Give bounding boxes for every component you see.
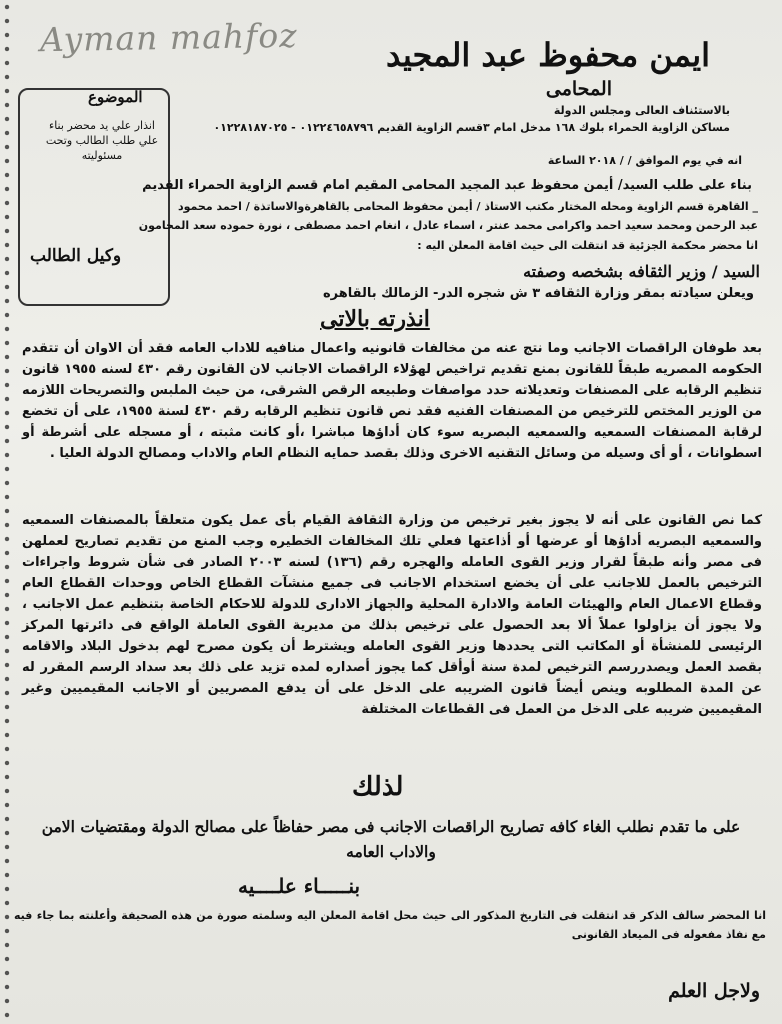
bailiff-statement: انا المحضر سالف الذكر قد انتقلت فى التاريخ المذكور الى حيث محل اقامة المعلن اليه وسلمته صورة من هذه الصحيفة وأعلنته بما جاء فيه مع نفاذ مفعوله فى الميعاد القانونى — [14, 909, 766, 941]
paragraph-2: كما نص القانون على أنه لا يجوز بغير ترخيص من وزارة الثقافة القيام بأى عمل يكون متعلقاً بالمصنفات السمعيه والسمعيه البصريه أداؤها أو عرضها أو أذاعتها فعلي تلك المخالفات الخطيره وجب المنع من تقديم تصاريح لعملهن فى مصر وأنه طبقاً لقرار وزير القوى العامله والهجره رقم (١٣٦) لسنه ٢٠٠٣ الصادر فى شأن شروط واجراءات الترخيص بالعمل للاجانب على أن يخضع استخدام الاجانب فى جميع منشآت القطاع الخاص ووحدات القطاع العام وقطاع الاعمال العام والهيئات العامة والادارة المحلية والجهاز الادارى للدولة للاحكام الخاصة بتنظيم عمل الاجانب ، ولا يجوز أن يزاولوا عملاً ألا بعد الحصول على ترخيص بذلك من مديرية القوى العاملة الواقع فى دائرتها المركز الرئيسى للمنشأة أو المكاتب التى يحددها وزير القوى العامله ويشترط أن يكون مصرح لهم بدخول البلاد والاقامه بقصد العمل ويصدررسم الترخيص لمدة سنة أوأقل كما يجوز أصداره لمده تزيد على ذلك بعد سداد الرسم المقرر له عن المدة المطلوبه وينص أيضاً قانون الضريبه على الدخل على أن يدفع المصريين أو الاجانب المقيميين وغير المقيميين ضريبه على الدخل من العمل فى القطاعات المختلفة — [22, 513, 762, 717]
names-line: عبد الرحمن ومحمد سعيد احمد واكرامى محمد عنتر ، اسماء عادل ، انغام احمد مصطفى ، نورة حموده سعد المحامون — [138, 219, 758, 232]
footer-text: ولاجل العلم — [668, 980, 760, 1002]
address-line-2: مساكن الزاوية الحمراء بلوك ١٦٨ مدخل امام ٣قسم الزاوية القديم ٠١٢٢٤٦٥٨٧٩٦ - ٠١٢٢٨١٨٧٠٢٥ — [213, 121, 730, 134]
requester-line: بناء على طلب السيد/ أيمن محفوظ عبد المجيد المحامى المقيم امام قسم الزاوية الحمراء القديم — [142, 178, 752, 193]
agent-label: وكيل الطالب — [30, 246, 122, 266]
bailiff-line: انا محضر محكمة الجزئية قد انتقلت الى حيث اقامة المعلن اليه : — [417, 239, 758, 252]
logo: Ayman mahfoz — [39, 15, 298, 60]
office-line: _ القاهرة قسم الزاوية ومحله المختار مكتب الاستاذ / أيمن محفوظ المحامى بالقاهرةوالاساتذة / احمد محمود — [178, 200, 758, 213]
based-on-heading: بنـــــاء علــــيه — [238, 874, 361, 898]
subject-text: انذار علي يد محضر بناء علي طلب الطالب وتحت مسئوليته — [45, 119, 159, 162]
address-line-1: بالاستئناف العالى ومجلس الدولة — [553, 104, 730, 117]
conclusion-heading: لذلك — [352, 772, 404, 802]
paragraph-1: بعد طوفان الراقصات الاجانب وما نتج عنه من مخالفات قانونيه واعمال منافيه للاداب العامه فقد أن الاوان أن تتقدم الحكومه المصريه طبقاً للقانون بمنع تقديم تراخيص لهؤلاء الراقصات الاجانب لان القانون رقم ٤٣٠ لسنه ١٩٥٥ قانون تنظيم الرقابه على المصنفات وتعديلاته حدد مواصفات وطبيعه الرقص الشرقى، من حيث الملبس والتصريحات اللازمه من الوزير المختص للترخيص من المصنفات الفنيه فقد نص قانون تنظيم الرقابه رقم ٤٣٠ لسنة ١٩٥٥، على أن تخضع لرقابة المصنفات السمعيه والسمعيه البصريه سوء كان أداؤها مباشرا ،أو كانت مثبته ، أو مسجله على أشرطة أو اسطوانات ، أو أى وسيله من وسائل التقنيه الاخرى وذلك بقصد حمايه النظام العام والاداب ومصالح الدولة العليا . — [22, 341, 762, 461]
notice-heading: انذرته بالاتى — [320, 306, 430, 332]
date-line: انه في يوم الموافق / / ٢٠١٨ الساعة — [547, 154, 742, 167]
subject-title: الموضوع — [88, 88, 143, 106]
addressee-address: ويعلن سيادته بمقر وزارة الثقافه ٣ ش شجره الدر- الزمالك بالقاهره — [323, 286, 754, 301]
lawyer-name: ايمن محفوظ عبد المجيد — [386, 36, 710, 74]
conclusion-text: على ما تقدم نطلب الغاء كافه تصاريح الراقصات الاجانب فى مصر حفاظاً على مصالح الدولة ومقتضيات الامن والاداب العامه — [41, 817, 741, 861]
lawyer-title: المحامى — [545, 78, 612, 100]
perforated-edge — [2, 0, 12, 1024]
addressee: السيد / وزير الثقافه بشخصه وصفته — [523, 262, 760, 281]
